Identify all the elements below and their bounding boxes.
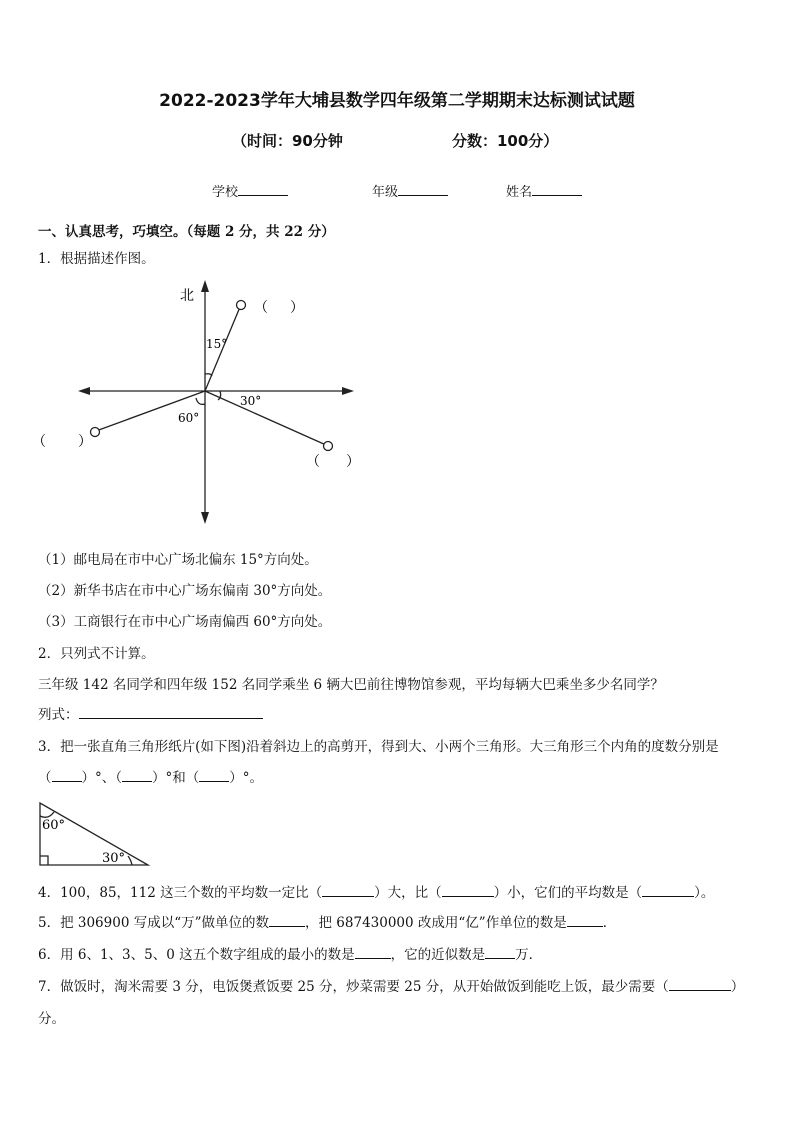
q5-blank-2[interactable] — [567, 914, 603, 927]
exam-title: 2022-2023学年大埔县数学四年级第二学期期末达标测试试题 — [159, 91, 635, 111]
q4-blank-2[interactable] — [442, 884, 494, 897]
arrow-north — [201, 280, 209, 292]
q2-answer-label: 列式： — [38, 707, 79, 723]
direction-figure — [0, 270, 794, 570]
angle-mark-sw — [196, 398, 205, 404]
q1-item-3: （3）工商银行在市中心广场南偏西 60°方向处。 — [38, 614, 332, 630]
angle-30-text: 30° — [102, 851, 126, 866]
q3-text-d: ）°。 — [229, 770, 263, 786]
q6-blank-2[interactable] — [485, 946, 515, 959]
q4-blank-1[interactable] — [322, 884, 374, 897]
name-label: 姓名 — [506, 185, 533, 200]
q1-stem: 1．根据描述作图。 — [38, 251, 155, 267]
paren-ne-open: （ — [254, 300, 268, 316]
q4-line — [38, 884, 714, 902]
exam-score: 分数：100分） — [452, 132, 559, 150]
school-blank[interactable] — [238, 183, 288, 196]
name-field — [506, 181, 582, 200]
grade-blank[interactable] — [398, 183, 448, 196]
q7-text-a: 7．做饭时，淘米需要 3 分，电饭煲煮饭要 25 分，炒菜需要 25 分，从开始做饭到能吃上饭，最少需要（ — [38, 979, 669, 995]
school-field — [212, 181, 288, 200]
q3-blank-2[interactable] — [122, 769, 152, 782]
q3-line-1: 3．把一张直角三角形纸片(如下图)沿着斜边上的高剪开，得到大、小两个三角形。大三角形三个内角的度数分别是 — [38, 739, 719, 755]
triangle-figure — [30, 798, 190, 872]
north-label: 北 — [180, 288, 194, 304]
section-heading: 一、认真思考，巧填空。（每题 2 分，共 22 分） — [38, 224, 335, 240]
paren-se-close: ） — [346, 454, 360, 470]
q5-text-b: ，把 687430000 改成用“亿”作单位的数是 — [305, 915, 567, 931]
ray-se — [205, 391, 326, 445]
q1-item-1: （1）邮电局在市中心广场北偏东 15°方向处。 — [38, 552, 318, 568]
q3-text-a: （ — [38, 770, 52, 786]
q2-text: 三年级 142 名同学和四年级 152 名同学乘坐 6 辆大巴前往博物馆参观，平均每辆大巴乘坐多少名同学？ — [38, 677, 664, 693]
q4-blank-3[interactable] — [642, 884, 694, 897]
school-label: 学校 — [212, 185, 239, 200]
q2-stem: 2．只列式不计算。 — [38, 646, 155, 662]
paren-sw-open: （ — [32, 434, 46, 450]
q5-blank-1[interactable] — [269, 914, 305, 927]
arrow-east — [342, 387, 354, 395]
right-angle-mark — [40, 856, 48, 865]
q5-line — [38, 914, 616, 932]
q2-answer-blank[interactable] — [79, 706, 263, 719]
exam-time: （时间：90分钟 — [232, 132, 343, 150]
arrow-west — [78, 387, 90, 395]
angle-60-label: 60° — [178, 411, 200, 425]
triangle — [40, 803, 148, 865]
q5-text-a: 5．把 306900 写成以“万”做单位的数 — [38, 915, 270, 931]
q4-text-c: ）小，它们的平均数是（ — [493, 885, 643, 901]
q6-text-a: 6．用 6、1、3、5、0 这五个数字组成的最小的数是 — [38, 947, 355, 963]
q1-item-2: （2）新华书店在市中心广场东偏南 30°方向处。 — [38, 583, 332, 599]
arrow-south — [201, 512, 209, 524]
q4-text-a: 4．100，85，112 这三个数的平均数一定比（ — [38, 885, 323, 901]
q7-text-b: ） — [730, 979, 745, 995]
angle-mark-top — [40, 812, 54, 817]
name-blank[interactable] — [532, 183, 582, 196]
angle-15-label: 15° — [206, 337, 228, 351]
q6-text-b: ，它的近似数是 — [390, 947, 486, 963]
q6-line — [38, 946, 542, 964]
paren-ne-close: ） — [290, 300, 304, 316]
q3-line-2 — [38, 769, 263, 787]
q4-text-d: ）。 — [694, 885, 715, 901]
q7-blank[interactable] — [669, 978, 731, 991]
grade-label: 年级 — [372, 185, 399, 200]
q2-answer — [38, 706, 263, 724]
q3-text-c: ）°和（ — [152, 770, 200, 786]
angle-60-text: 60° — [42, 818, 66, 833]
paren-sw-close: ） — [78, 434, 92, 450]
q7-line-2: 分。 — [38, 1011, 65, 1027]
q4-text-b: ）大，比（ — [374, 885, 442, 901]
q6-blank-1[interactable] — [355, 946, 391, 959]
point-se — [324, 442, 333, 451]
point-ne — [237, 301, 246, 310]
q5-text-c: ． — [602, 915, 617, 931]
q7-line-1 — [38, 978, 744, 996]
angle-mark-se — [218, 391, 221, 400]
angle-mark-right — [128, 856, 132, 865]
q3-text-b: ）°、（ — [81, 770, 122, 786]
q3-blank-3[interactable] — [199, 769, 229, 782]
q3-blank-1[interactable] — [52, 769, 82, 782]
angle-30-label: 30° — [240, 394, 262, 408]
paren-se-open: （ — [306, 454, 320, 470]
grade-field — [372, 181, 448, 200]
q6-text-c: 万． — [515, 947, 543, 963]
